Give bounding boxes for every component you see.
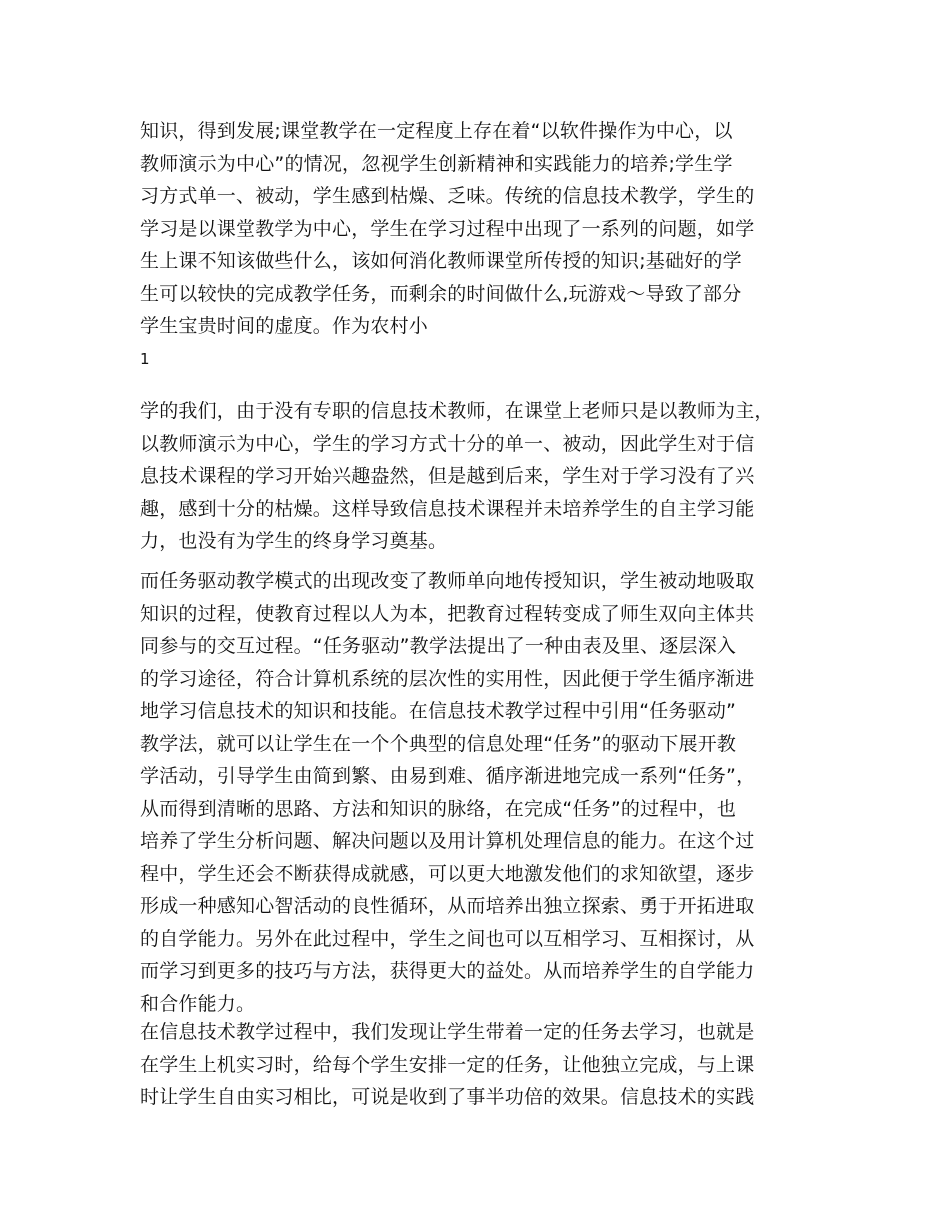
text-line: 在学生上机实习时，给每个学生安排一定的任务，让他独立完成，与上课 [140, 1053, 755, 1076]
text-line: 时让学生自由实习相比，可说是收到了事半功倍的效果。信息技术的实践 [140, 1086, 755, 1108]
text-line: 教师演示为中心”的情况，忽视学生创新精神和实践能力的培养;学生学 [140, 152, 733, 175]
text-line: 教学法，就可以让学生在一个个典型的信息处理“任务”的驱动下展开教 [140, 732, 737, 755]
text-line: 生上课不知该做些什么，该如何消化教师课堂所传授的知识;基础好的学 [140, 250, 742, 272]
text-line: 而学习到更多的技巧与方法，获得更大的益处。从而培养学生的自学能力 [140, 960, 755, 982]
text-line: 息技术课程的学习开始兴趣盎然，但是越到后来，学生对于学习没有了兴 [140, 465, 755, 487]
page-number: 1 [140, 350, 150, 368]
text-line: 趣，感到十分的枯燥。这样导致信息技术课程并未培养学生的自主学习能 [140, 497, 755, 520]
text-line: 从而得到清晰的思路、方法和知识的脉络，在完成“任务”的过程中，也 [140, 797, 737, 820]
text-line: 形成一种感知心智活动的良性循环，从而培养出独立探索、勇于开拓进取 [140, 895, 755, 917]
text-line: 习方式单一、被动，学生感到枯燥、乏味。传统的信息技术教学，学生的 [140, 185, 755, 207]
text-line: 生可以较快的完成教学任务，而剩余的时间做什么,玩游戏～导致了部分 [140, 282, 742, 305]
text-line: 同参与的交互过程。“任务驱动”教学法提出了一种由表及里、逐层深入 [140, 635, 737, 657]
paragraph-4 [140, 1016, 820, 1114]
text-line: 学的我们，由于没有专职的信息技术教师，在课堂上老师只是以教师为主， [140, 400, 774, 422]
paragraph-3 [140, 565, 820, 1020]
text-line: 知识，得到发展;课堂教学在一定程度上存在着“以软件操作为中心，以 [140, 120, 733, 142]
text-line: 以教师演示为中心，学生的学习方式十分的单一、被动，因此学生对于信 [140, 432, 755, 455]
text-line: 和合作能力。 [140, 992, 256, 1015]
text-line: 力，也没有为学生的终身学习奠基。 [140, 530, 448, 552]
text-line: 学活动，引导学生由简到繁、由易到难、循序渐进地完成一系列“任务”， [140, 765, 756, 787]
paragraph-1 [140, 115, 820, 343]
text-line: 的自学能力。另外在此过程中，学生之间也可以互相学习、互相探讨，从 [140, 927, 755, 950]
text-line: 知识的过程，使教育过程以人为本，把教育过程转变成了师生双向主体共 [140, 602, 755, 625]
text-line: 学生宝贵时间的虚度。作为农村小 [140, 315, 429, 337]
text-line: 地学习信息技术的知识和技能。在信息技术教学过程中引用“任务驱动” [140, 700, 737, 722]
text-line: 培养了学生分析问题、解决问题以及用计算机处理信息的能力。在这个过 [140, 830, 755, 852]
text-line: 在信息技术教学过程中，我们发现让学生带着一定的任务去学习，也就是 [140, 1021, 755, 1043]
text-line: 学习是以课堂教学为中心，学生在学习过程中出现了一系列的问题，如学 [140, 217, 755, 240]
text-line: 的学习途径，符合计算机系统的层次性的实用性，因此便于学生循序渐进 [140, 667, 755, 690]
paragraph-2 [140, 395, 820, 558]
text-line: 而任务驱动教学模式的出现改变了教师单向地传授知识，学生被动地吸取 [140, 570, 755, 592]
text-line: 程中，学生还会不断获得成就感，可以更大地激发他们的求知欲望，逐步 [140, 862, 755, 885]
